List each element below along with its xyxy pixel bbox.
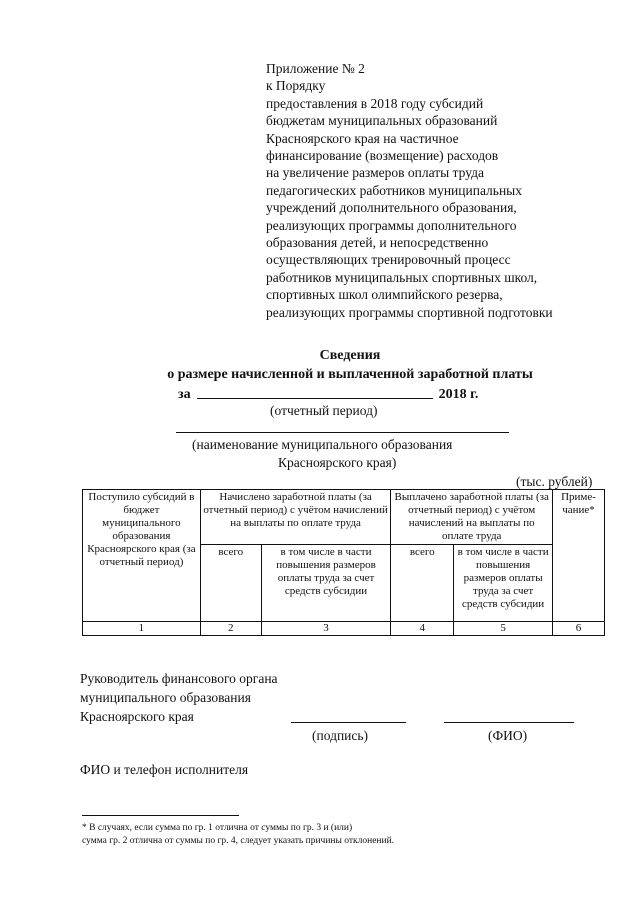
units-label: (тыс. рублей) — [516, 474, 593, 489]
paid-header: Выплачено заработной платы (за отчетный период) с учётом начислений на выплаты по оплате труда — [391, 490, 553, 545]
appendix-line: Красноярского края на частичное — [266, 130, 459, 146]
col1-header: Поступило субсидий в бюджет муниципального образования Красноярского края (за отчетный период) — [83, 490, 201, 622]
period-prefix: за — [178, 387, 191, 402]
column-number: 3 — [261, 622, 391, 636]
footnote-line2: сумма гр. 2 отлична от суммы по гр. 4, следует указать причины отклонений. — [82, 836, 395, 846]
column-number: 5 — [454, 622, 553, 636]
executor-label: ФИО и телефон исполнителя — [80, 762, 249, 777]
accrued-incl-header: в том числе в части повышения размеров оплаты труда за счет средств субсидии — [261, 545, 391, 622]
municipality-caption-region: Красноярского края) — [278, 455, 397, 470]
column-numbers-row — [83, 622, 605, 636]
accrued-total-header: всего — [200, 545, 261, 622]
appendix-line: реализующих программы спортивной подготовки — [266, 304, 553, 320]
appendix-line: осуществляющих тренировочный процесс — [266, 252, 511, 268]
period-caption: (отчетный период) — [270, 403, 378, 418]
municipality-caption: (наименование муниципального образования — [192, 437, 453, 452]
table-header-row — [83, 490, 605, 545]
note-header: Приме-чание* — [553, 490, 605, 622]
accrued-header: Начислено заработной платы (за отчетный период) с учётом начислений на выплаты по оплате труда — [200, 490, 391, 545]
municipality-input-line[interactable] — [176, 432, 509, 433]
footnote-separator — [82, 815, 239, 816]
column-number: 1 — [83, 622, 201, 636]
head-title-line1: Руководитель финансового органа — [80, 671, 278, 686]
appendix-line: к Порядку — [266, 78, 326, 94]
head-title-line3: Красноярского края — [80, 709, 194, 724]
paid-incl-header: в том числе в части повышения размеров оплаты труда за счет средств субсидии — [454, 545, 553, 622]
head-title-line2: муниципального образования — [80, 690, 251, 705]
name-input-line[interactable] — [444, 721, 574, 723]
signature-input-line[interactable] — [291, 721, 406, 723]
footnote-line1: * В случаях, если сумма по гр. 1 отлична от суммы по гр. 3 и (или) — [82, 823, 353, 833]
appendix-header — [266, 60, 626, 321]
appendix-line: учреждений дополнительного образования, — [266, 200, 517, 216]
appendix-line: Приложение № 2 — [266, 61, 365, 76]
column-number: 2 — [200, 622, 261, 636]
appendix-line: спортивных школ олимпийского резерва, — [266, 287, 503, 303]
signature-caption: (подпись) — [312, 728, 369, 743]
reporting-period-line — [178, 386, 478, 403]
paid-total-header: всего — [391, 545, 454, 622]
appendix-line: финансирование (возмещение) расходов — [266, 148, 499, 164]
appendix-line: бюджетам муниципальных образований — [266, 113, 498, 129]
appendix-line: образования детей, и непосредственно — [266, 235, 489, 251]
column-number: 4 — [391, 622, 454, 636]
appendix-line: предоставления в 2018 году субсидий — [266, 95, 484, 111]
appendix-line: на увеличение размеров оплаты труда — [266, 165, 484, 181]
appendix-line: работников муниципальных спортивных школ, — [266, 269, 538, 285]
period-year: 2018 г. — [438, 387, 479, 402]
name-caption: (ФИО) — [488, 728, 528, 743]
appendix-line: реализующих программы дополнительного — [266, 217, 517, 233]
column-number: 6 — [553, 622, 605, 636]
document-subtitle: о размере начисленной и выплаченной заработной платы — [167, 367, 533, 382]
salary-report-table — [82, 489, 605, 636]
document-title: Сведения — [319, 348, 381, 363]
period-input-line[interactable] — [197, 386, 433, 399]
appendix-line: педагогических работников муниципальных — [266, 182, 522, 198]
